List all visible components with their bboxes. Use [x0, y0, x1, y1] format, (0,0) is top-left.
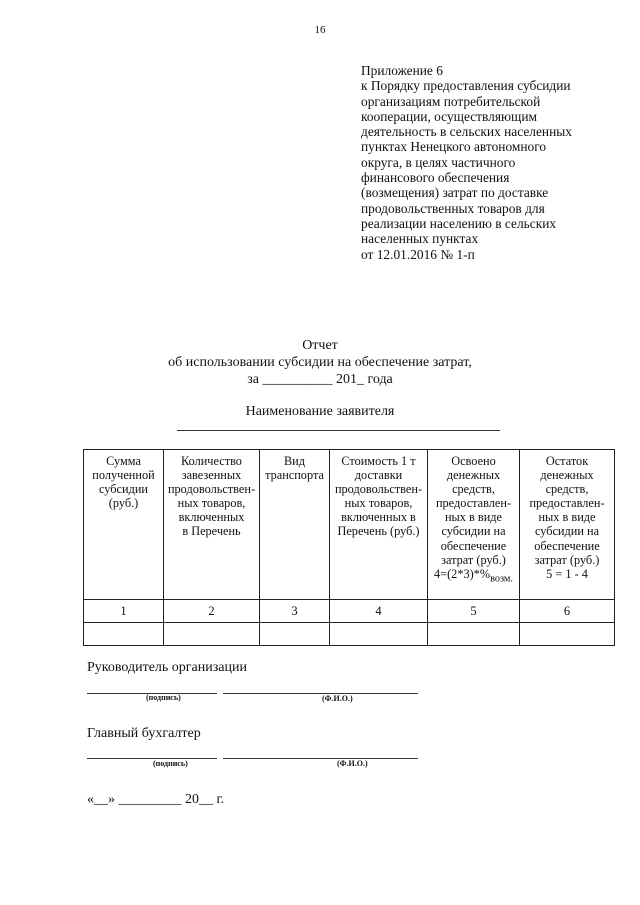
header-subscript: возм. — [490, 573, 513, 585]
appendix-line: (возмещения) затрат по доставке — [361, 185, 549, 201]
table-cell[interactable] — [330, 623, 428, 646]
table-header-cell: Сумма полученной субсидии (руб.) — [84, 450, 164, 600]
date-line: «__» _________ 20__ г. — [87, 792, 225, 807]
appendix-line: округа, в целях частичного — [361, 154, 516, 170]
table-header-cell: Количество завезенных продовольствен- ных товаров, включенных в Перечень — [164, 450, 260, 600]
column-number: 2 — [164, 600, 260, 623]
appendix-line: пунктах Ненецкого автономного — [361, 139, 547, 155]
table-cell[interactable] — [260, 623, 330, 646]
applicant-label: Наименование заявителя — [245, 404, 395, 419]
table-header-cell: Стоимость 1 т доставки продовольствен- ных товаров, включенных в Перечень (руб.) — [330, 450, 428, 600]
column-number: 1 — [84, 600, 164, 623]
appendix-line: организациям потребительской — [361, 93, 541, 109]
report-title: Отчет — [302, 338, 338, 353]
table-cell[interactable] — [428, 623, 520, 646]
column-number: 3 — [260, 600, 330, 623]
table-cell[interactable] — [520, 623, 615, 646]
appendix-line: Приложение 6 — [361, 63, 443, 78]
column-number: 5 — [428, 600, 520, 623]
report-period: за __________ 201_ года — [247, 372, 393, 387]
table-header-cell: Освоено денежных средств, предоставлен- ных в виде субсидии на обеспечение затрат (руб.) $4=(2*3)*\%_{возм.}$ — [428, 450, 520, 600]
appendix-line: от 12.01.2016 № 1-п — [361, 246, 475, 262]
table-header-cell: Остаток денежных средств, предоставлен- ных в виде субсидии на обеспечение затрат (руб.) 5 = 1 - 4 — [520, 450, 615, 600]
head-name-caption: (Ф.И.О.) — [322, 694, 353, 703]
table-row — [84, 623, 615, 646]
head-name-line — [223, 693, 418, 694]
table-number-row — [84, 600, 615, 623]
table-cell[interactable] — [164, 623, 260, 646]
column-number: 4 — [330, 600, 428, 623]
accountant-title: Главный бухгалтер — [87, 726, 201, 741]
appendix-line: населенных пунктах — [361, 231, 479, 247]
appendix-header — [361, 63, 631, 262]
accountant-signature-caption: (подпись) — [153, 759, 188, 768]
appendix-line: продовольственных товаров для — [361, 200, 545, 216]
head-title: Руководитель организации — [87, 660, 247, 675]
table-header-row — [84, 450, 615, 600]
column-number: 6 — [520, 600, 615, 623]
appendix-line: финансового обеспечения — [361, 170, 510, 186]
appendix-line: к Порядку предоставления субсидии — [361, 78, 571, 94]
report-heading — [0, 337, 640, 388]
accountant-signature-line — [87, 758, 217, 759]
report-subtitle: об использовании субсидии на обеспечение затрат, — [168, 355, 472, 370]
table-header-cell: Вид транспорта — [260, 450, 330, 600]
accountant-name-line — [223, 758, 418, 759]
table-cell[interactable] — [84, 623, 164, 646]
report-table — [83, 449, 615, 646]
appendix-line: деятельность в сельских населенных — [361, 124, 572, 140]
head-signature-caption: (подпись) — [146, 693, 181, 702]
appendix-line: реализации населению в сельских — [361, 215, 557, 231]
appendix-line: кооперации, осуществляющим — [361, 108, 537, 124]
applicant-field-line — [177, 430, 500, 431]
accountant-name-caption: (Ф.И.О.) — [337, 759, 368, 768]
page-number: 16 — [314, 24, 326, 36]
